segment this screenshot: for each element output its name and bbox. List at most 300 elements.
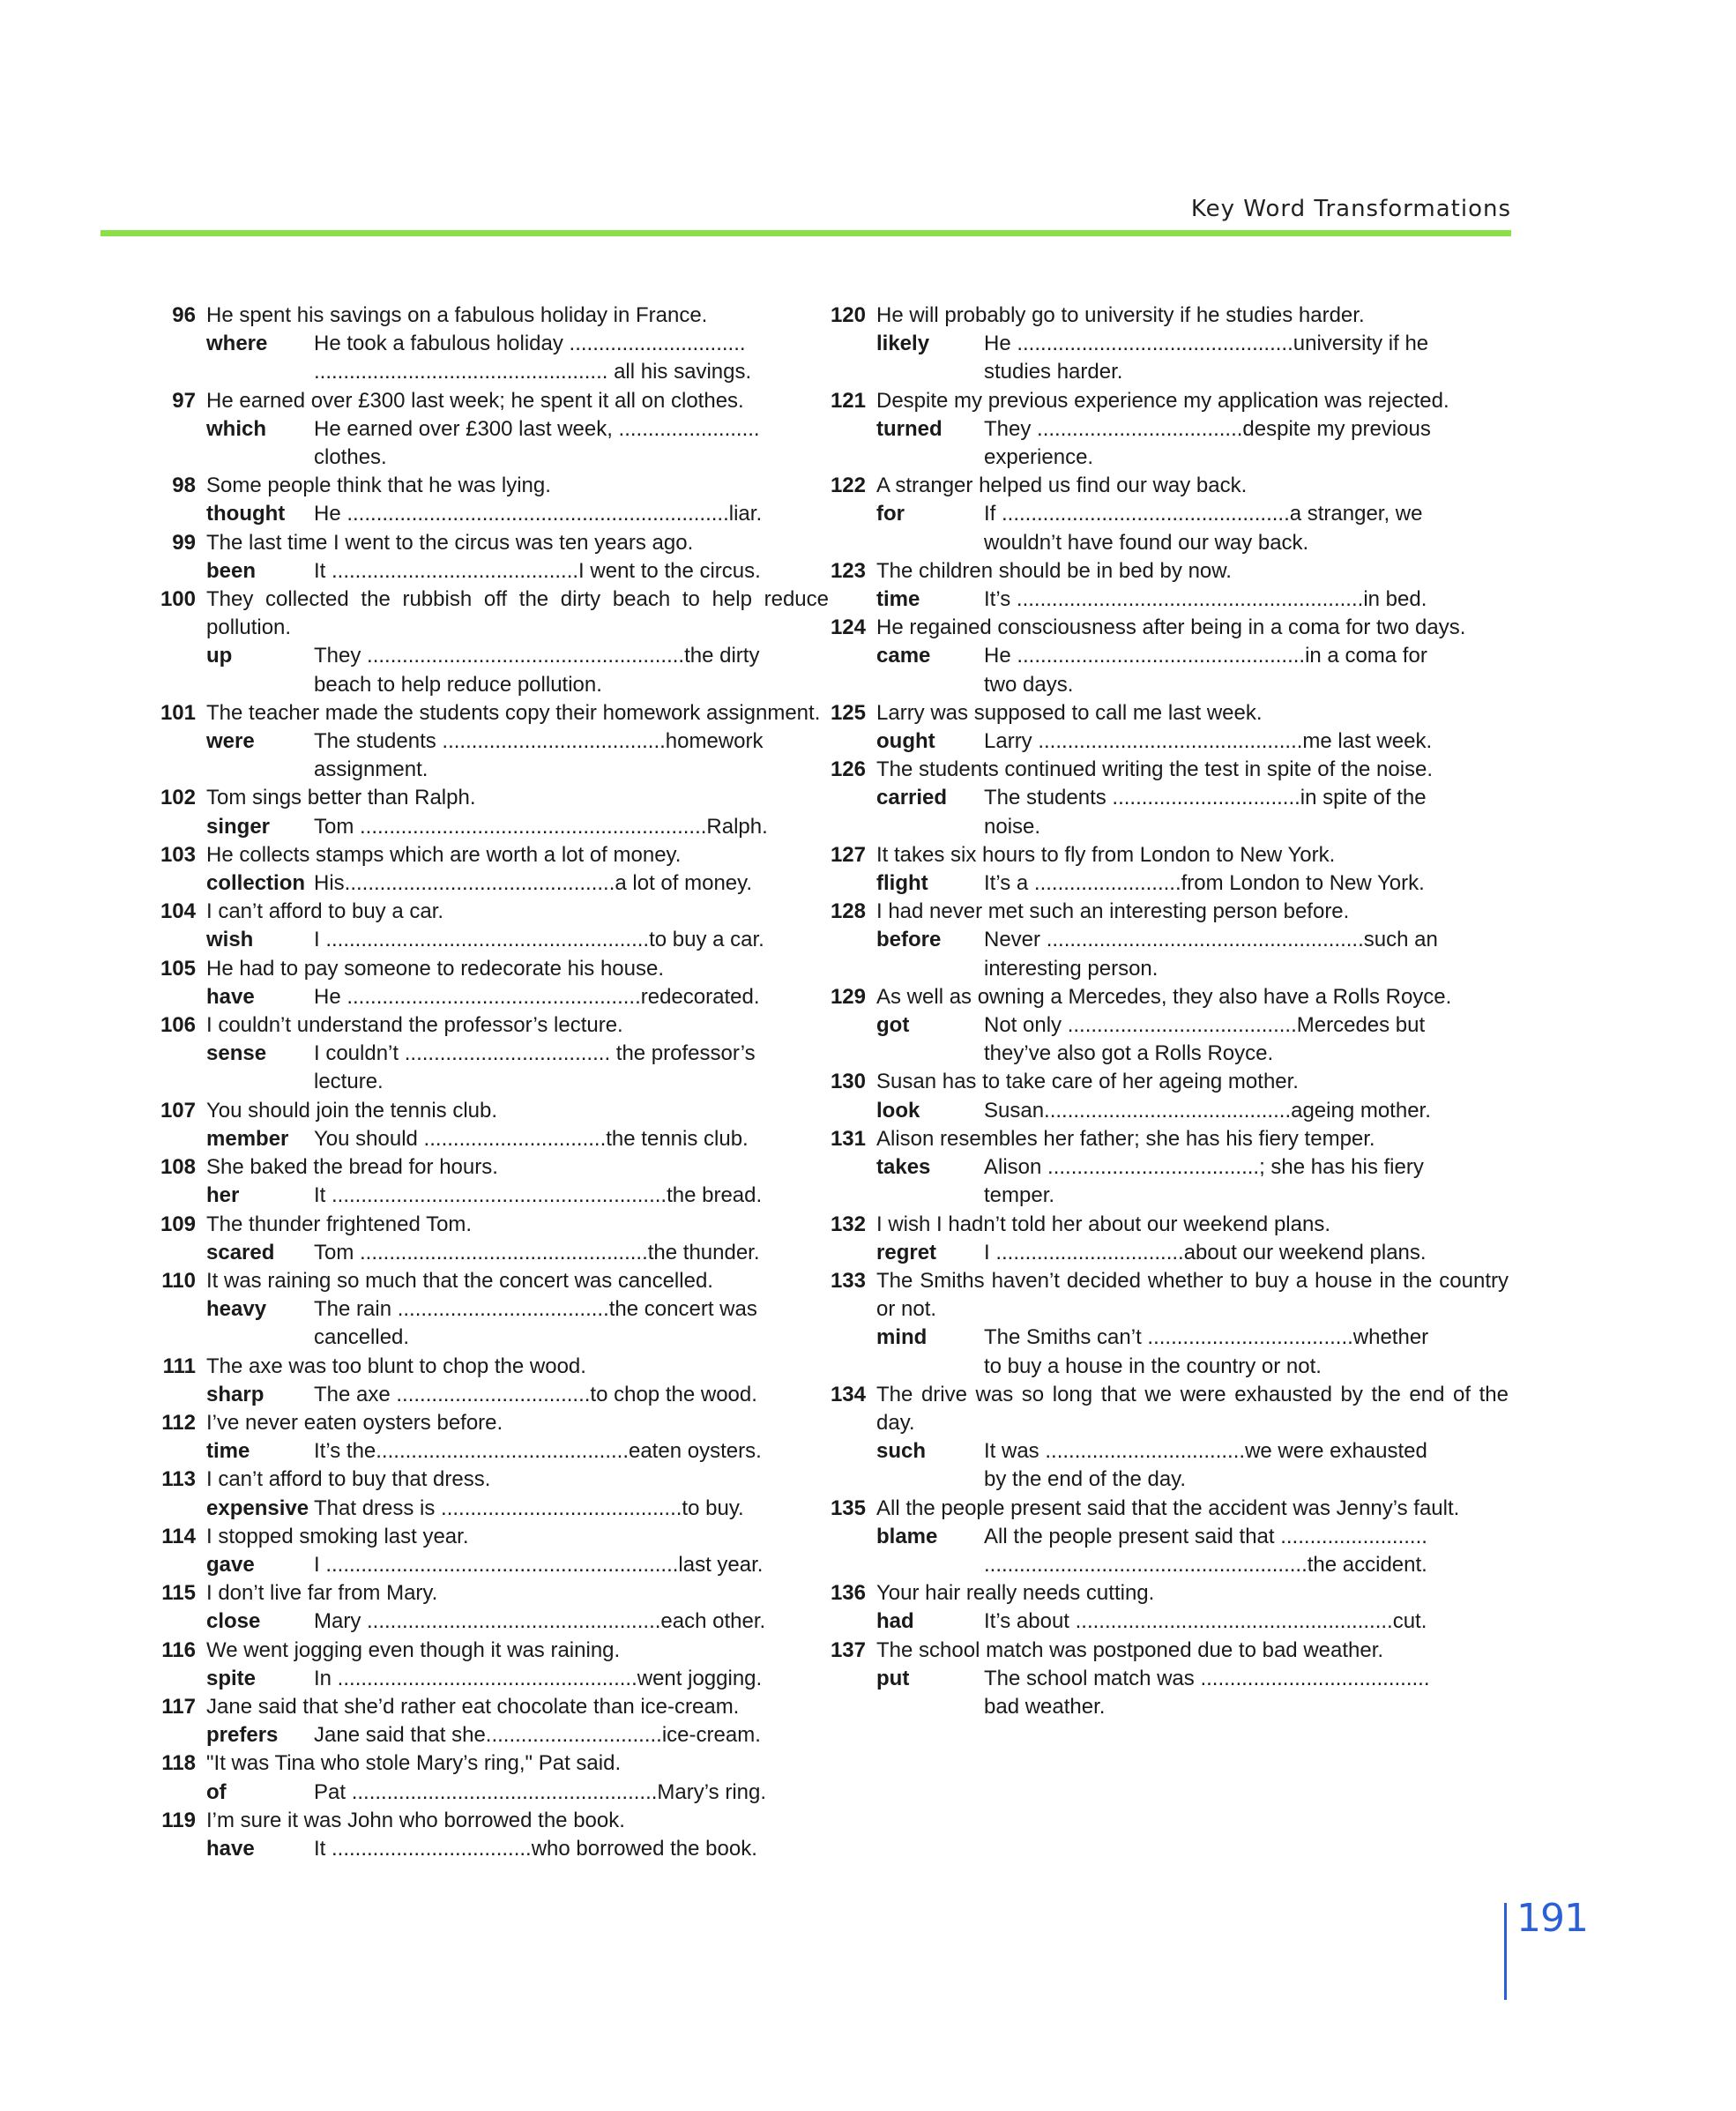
exercise-prompt — [159, 1637, 829, 1665]
key-word: of — [206, 1779, 227, 1804]
transformation-line: they’ve also got a Rolls Royce. — [984, 1041, 1274, 1066]
key-word: for — [876, 502, 905, 526]
original-sentence: She baked the bread for hours. — [206, 1155, 498, 1180]
transformation-text — [984, 500, 1509, 556]
transformation-line: Mary ..................................................each other. — [314, 1609, 766, 1634]
transformation-line: It’s a .........................from London to New York. — [984, 871, 1425, 896]
transformation-row — [159, 1495, 829, 1523]
exercise-prompt — [159, 1267, 829, 1295]
exercise-item — [829, 1068, 1509, 1124]
transformation-text — [314, 1295, 829, 1352]
transformation-line: .................................................. all his savings. — [314, 360, 752, 384]
exercise-prompt — [159, 1353, 829, 1381]
original-sentence: They collected the rubbish off the dirty beach to help reduce pollution. — [206, 587, 829, 640]
transformation-row — [829, 1523, 1509, 1579]
exercise-item — [829, 1579, 1509, 1636]
transformation-line: wouldn’t have found our way back. — [984, 530, 1309, 555]
original-sentence: He collects stamps which are worth a lot of money. — [206, 842, 682, 867]
key-word: look — [876, 1098, 920, 1123]
original-sentence: The school match was postponed due to bad weather. — [876, 1637, 1384, 1662]
transformation-line: He .................................................in a coma for — [984, 644, 1427, 668]
transformation-row — [159, 1721, 829, 1749]
exercise-number: 120 — [830, 303, 866, 327]
original-sentence: I’ve never eaten oysters before. — [206, 1410, 503, 1435]
exercise-prompt — [159, 1409, 829, 1437]
key-word: had — [876, 1609, 914, 1634]
exercise-number: 116 — [161, 1637, 196, 1662]
transformation-row — [829, 784, 1509, 840]
transformation-text — [314, 1551, 829, 1579]
original-sentence: The last time I went to the circus was ten years ago. — [206, 530, 694, 555]
exercise-prompt — [829, 302, 1509, 330]
transformation-row — [159, 983, 829, 1011]
transformation-text — [314, 1239, 829, 1267]
exercise-item — [829, 1381, 1509, 1495]
original-sentence: I couldn’t understand the professor’s lecture. — [206, 1013, 623, 1038]
original-sentence: He had to pay someone to redecorate his house. — [206, 956, 664, 981]
exercise-item — [159, 1579, 829, 1636]
transformation-row — [829, 1239, 1509, 1267]
exercise-prompt — [159, 529, 829, 557]
exercise-item — [159, 529, 829, 586]
exercise-prompt — [159, 898, 829, 926]
exercise-prompt — [159, 784, 829, 812]
exercise-prompt — [159, 1211, 829, 1239]
transformation-text — [314, 330, 829, 386]
transformation-line: It was ..................................we were exhausted — [984, 1439, 1427, 1464]
exercise-prompt — [159, 1693, 829, 1721]
exercise-number: 128 — [830, 899, 866, 924]
transformation-row — [159, 1437, 829, 1466]
exercise-number: 107 — [160, 1098, 196, 1123]
key-word: mind — [876, 1325, 928, 1350]
exercise-prompt — [159, 586, 829, 642]
exercise-item — [159, 1353, 829, 1409]
transformation-text — [314, 1040, 829, 1096]
original-sentence: Despite my previous experience my application was rejected. — [876, 388, 1449, 413]
exercise-item — [829, 983, 1509, 1069]
transformation-line: experience. — [984, 445, 1094, 470]
exercise-number: 134 — [830, 1382, 866, 1406]
exercise-number: 106 — [160, 1013, 196, 1038]
transformation-row — [829, 1665, 1509, 1721]
original-sentence: He regained consciousness after being in a coma for two days. — [876, 615, 1466, 640]
page-number-rule — [1504, 1903, 1507, 2000]
transformation-line: It’s the...........................................eaten oysters. — [314, 1439, 762, 1464]
key-word: up — [206, 644, 233, 668]
transformation-text — [984, 642, 1509, 698]
exercise-prompt — [829, 1579, 1509, 1607]
original-sentence: The children should be in bed by now. — [876, 558, 1232, 583]
page-number: 191 — [1516, 1896, 1588, 1941]
exercise-item — [829, 614, 1509, 699]
original-sentence: The thunder frightened Tom. — [206, 1212, 473, 1236]
original-sentence: He spent his savings on a fabulous holiday in France. — [206, 303, 708, 327]
exercise-prompt — [829, 1637, 1509, 1665]
exercise-item — [829, 841, 1509, 898]
exercise-number: 104 — [160, 899, 196, 924]
transformation-row — [829, 1437, 1509, 1494]
exercise-item — [159, 699, 829, 785]
transformation-line: You should ...............................the tennis club. — [314, 1126, 749, 1151]
transformation-line: They ......................................................the dirty — [314, 644, 760, 668]
exercise-number: 101 — [160, 700, 196, 725]
key-word: been — [206, 558, 257, 583]
transformation-row — [159, 415, 829, 472]
exercise-prompt — [829, 1211, 1509, 1239]
key-word: time — [876, 587, 920, 612]
exercise-number: 119 — [161, 1808, 196, 1832]
transformation-text — [314, 1381, 829, 1409]
transformation-line: assignment. — [314, 757, 428, 782]
transformation-text — [314, 1182, 829, 1210]
original-sentence: Some people think that he was lying. — [206, 474, 551, 498]
transformation-line: It ..........................................I went to the circus. — [314, 558, 761, 583]
transformation-text — [984, 330, 1509, 386]
key-word: thought — [206, 502, 286, 526]
transformation-row — [159, 1381, 829, 1409]
exercise-item — [829, 1267, 1509, 1381]
transformation-text — [314, 1437, 829, 1466]
key-word: likely — [876, 332, 930, 356]
exercise-prompt — [159, 841, 829, 869]
transformation-line: I ................................about our weekend plans. — [984, 1240, 1427, 1264]
transformation-text — [984, 1153, 1509, 1210]
transformation-line: His..............................................a lot of money. — [314, 871, 753, 896]
transformation-line: Alison ....................................; she has his fiery — [984, 1155, 1424, 1180]
exercise-item — [159, 387, 829, 473]
key-word: ought — [876, 729, 935, 754]
transformation-row — [159, 1665, 829, 1693]
exercise-number: 130 — [830, 1070, 866, 1094]
transformation-text — [984, 727, 1509, 756]
transformation-line: In ...................................................went jogging. — [314, 1666, 763, 1690]
transformation-row — [159, 727, 829, 784]
exercise-number: 129 — [830, 984, 866, 1009]
original-sentence: The teacher made the students copy their homework assignment. — [206, 700, 821, 725]
exercise-prompt — [159, 302, 829, 330]
transformation-line: It’s ...........................................................in bed. — [984, 587, 1427, 612]
transformation-line: noise. — [984, 814, 1041, 839]
original-sentence: All the people present said that the accident was Jenny’s fault. — [876, 1496, 1460, 1520]
exercise-number: 117 — [161, 1694, 196, 1719]
exercise-item — [829, 1495, 1509, 1580]
key-word: put — [876, 1666, 910, 1690]
key-word: time — [206, 1439, 250, 1464]
transformation-line: I couldn’t ................................... the professor’s — [314, 1041, 756, 1066]
exercise-number: 96 — [172, 303, 196, 327]
transformation-row — [829, 586, 1509, 614]
original-sentence: I can’t afford to buy that dress. — [206, 1467, 491, 1492]
transformation-line: The axe .................................to chop the wood. — [314, 1382, 757, 1406]
transformation-row — [159, 869, 829, 898]
exercise-item — [159, 1211, 829, 1267]
exercise-number: 105 — [160, 956, 196, 981]
transformation-text — [314, 1779, 829, 1807]
transformation-line: That dress is .........................................to buy. — [314, 1496, 744, 1520]
exercise-prompt — [159, 472, 829, 500]
running-header-title: Key Word Transformations — [1190, 196, 1511, 222]
exercise-item — [829, 1637, 1509, 1722]
key-word: turned — [876, 416, 943, 441]
original-sentence: I stopped smoking last year. — [206, 1524, 469, 1548]
original-sentence: It was raining so much that the concert was cancelled. — [206, 1268, 713, 1293]
original-sentence: I can’t afford to buy a car. — [206, 899, 444, 924]
transformation-row — [159, 1779, 829, 1807]
original-sentence: Larry was supposed to call me last week. — [876, 700, 1263, 725]
transformation-line: lecture. — [314, 1070, 384, 1094]
exercise-prompt — [159, 1523, 829, 1551]
key-word: wish — [206, 928, 254, 952]
exercise-item — [159, 1267, 829, 1353]
transformation-text — [314, 983, 829, 1011]
transformation-text — [314, 1495, 829, 1523]
exercise-item — [159, 1409, 829, 1466]
exercise-item — [159, 1807, 829, 1863]
transformation-row — [159, 642, 829, 698]
exercise-prompt — [159, 1466, 829, 1494]
key-word: carried — [876, 786, 948, 810]
exercise-item — [159, 1466, 829, 1522]
key-word: spite — [206, 1666, 257, 1690]
exercise-prompt — [829, 472, 1509, 500]
transformation-text — [984, 1437, 1509, 1494]
key-word: regret — [876, 1240, 937, 1264]
left-column — [159, 302, 829, 1863]
transformation-row — [829, 1324, 1509, 1380]
exercise-number: 98 — [172, 474, 196, 498]
exercise-number: 112 — [161, 1410, 196, 1435]
key-word: have — [206, 1836, 255, 1861]
exercise-number: 103 — [160, 842, 196, 867]
exercise-item — [159, 898, 829, 954]
header-rule — [101, 230, 1511, 236]
key-word: takes — [876, 1155, 931, 1180]
exercise-number: 135 — [830, 1496, 866, 1520]
exercise-item — [159, 784, 829, 840]
transformation-line: .......................................................the accident. — [984, 1552, 1427, 1577]
key-word: sense — [206, 1041, 267, 1066]
original-sentence: I wish I hadn’t told her about our weekend plans. — [876, 1212, 1330, 1236]
exercise-number: 99 — [172, 530, 196, 555]
transformation-line: Jane said that she..............................ice-cream. — [314, 1723, 761, 1748]
transformation-text — [984, 1607, 1509, 1636]
exercise-item — [159, 1637, 829, 1693]
exercise-item — [829, 1211, 1509, 1267]
exercise-item — [159, 472, 829, 528]
transformation-text — [314, 500, 829, 528]
key-word: have — [206, 984, 255, 1009]
exercise-number: 127 — [830, 842, 866, 867]
transformation-text — [314, 1125, 829, 1153]
key-word: where — [206, 332, 268, 356]
key-word: scared — [206, 1240, 275, 1264]
transformation-line: It’s about ......................................................cut. — [984, 1609, 1427, 1634]
exercise-number: 125 — [830, 700, 866, 725]
exercise-prompt — [159, 387, 829, 415]
key-word: heavy — [206, 1297, 267, 1322]
exercise-prompt — [829, 841, 1509, 869]
transformation-row — [159, 1125, 829, 1153]
transformation-row — [159, 1040, 829, 1096]
original-sentence: Susan has to take care of her ageing mother. — [876, 1070, 1299, 1094]
exercise-prompt — [159, 1579, 829, 1607]
transformation-line: beach to help reduce pollution. — [314, 672, 602, 697]
exercise-number: 126 — [830, 757, 866, 782]
original-sentence: "It was Tina who stole Mary’s ring," Pat said. — [206, 1751, 622, 1776]
transformation-line: I .......................................................to buy a car. — [314, 928, 764, 952]
transformation-line: to buy a house in the country or not. — [984, 1354, 1322, 1378]
transformation-text — [984, 1523, 1509, 1579]
exercise-prompt — [159, 1807, 829, 1835]
transformation-line: Tom .................................................the thunder. — [314, 1240, 760, 1264]
exercise-prompt — [829, 614, 1509, 642]
original-sentence: A stranger helped us find our way back. — [876, 474, 1248, 498]
exercise-item — [829, 387, 1509, 473]
transformation-line: The students ......................................homework — [314, 729, 764, 754]
exercise-prompt — [829, 1125, 1509, 1153]
transformation-row — [829, 926, 1509, 982]
transformation-row — [159, 1239, 829, 1267]
exercise-number: 102 — [160, 786, 196, 810]
exercise-number: 123 — [830, 558, 866, 583]
exercise-prompt — [829, 983, 1509, 1011]
transformation-text — [984, 1011, 1509, 1068]
transformation-line: The Smiths can’t ...................................whether — [984, 1325, 1429, 1350]
right-column — [829, 302, 1509, 1721]
transformation-text — [984, 1239, 1509, 1267]
exercise-item — [159, 1011, 829, 1097]
key-word: flight — [876, 871, 928, 896]
transformation-line: He .................................................................liar. — [314, 502, 763, 526]
exercise-item — [159, 1153, 829, 1210]
transformation-line: It .........................................................the bread. — [314, 1183, 763, 1208]
transformation-line: Tom ...........................................................Ralph. — [314, 814, 768, 839]
transformation-text — [314, 1835, 829, 1863]
transformation-text — [984, 1097, 1509, 1125]
key-word: her — [206, 1183, 240, 1208]
exercise-number: 100 — [160, 587, 196, 612]
exercise-item — [829, 1125, 1509, 1211]
transformation-row — [829, 642, 1509, 698]
transformation-row — [159, 813, 829, 841]
exercise-item — [159, 841, 829, 898]
exercise-item — [829, 898, 1509, 983]
transformation-row — [829, 869, 1509, 898]
exercise-number: 111 — [162, 1354, 196, 1378]
transformation-row — [829, 1097, 1509, 1125]
transformation-line: The rain ....................................the concert was — [314, 1297, 757, 1322]
transformation-line: cancelled. — [314, 1325, 410, 1350]
transformation-row — [159, 330, 829, 386]
exercise-item — [829, 557, 1509, 614]
exercise-item — [829, 302, 1509, 387]
exercise-prompt — [829, 1381, 1509, 1437]
transformation-row — [829, 727, 1509, 756]
transformation-line: He ...............................................university if he — [984, 332, 1429, 356]
transformation-row — [159, 1607, 829, 1636]
transformation-row — [159, 1182, 829, 1210]
transformation-line: He took a fabulous holiday .............................. — [314, 332, 746, 356]
exercise-number: 114 — [161, 1524, 196, 1548]
exercise-item — [159, 1097, 829, 1153]
key-word: singer — [206, 814, 271, 839]
transformation-line: He ..................................................redecorated. — [314, 984, 760, 1009]
exercise-number: 115 — [161, 1581, 196, 1606]
transformation-line: by the end of the day. — [984, 1467, 1187, 1492]
transformation-text — [984, 415, 1509, 472]
exercise-number: 132 — [830, 1212, 866, 1236]
transformation-line: It ..................................who borrowed the book. — [314, 1836, 757, 1861]
transformation-text — [984, 1665, 1509, 1721]
original-sentence: He earned over £300 last week; he spent it all on clothes. — [206, 388, 744, 413]
original-sentence: You should join the tennis club. — [206, 1098, 498, 1123]
transformation-line: Not only .......................................Mercedes but — [984, 1013, 1426, 1038]
exercise-prompt — [159, 1749, 829, 1778]
exercise-number: 121 — [830, 388, 866, 413]
transformation-row — [159, 926, 829, 954]
transformation-text — [984, 586, 1509, 614]
transformation-text — [314, 1607, 829, 1636]
exercise-item — [159, 302, 829, 387]
key-word: prefers — [206, 1723, 279, 1748]
key-word: expensive — [206, 1496, 309, 1520]
exercise-number: 118 — [161, 1751, 196, 1776]
transformation-text — [314, 557, 829, 586]
original-sentence: As well as owning a Mercedes, they also have a Rolls Royce. — [876, 984, 1452, 1009]
transformation-row — [159, 1295, 829, 1352]
transformation-row — [159, 557, 829, 586]
exercise-item — [829, 472, 1509, 557]
key-word: got — [876, 1013, 910, 1038]
original-sentence: I don’t live far from Mary. — [206, 1581, 438, 1606]
exercise-prompt — [159, 955, 829, 983]
exercise-prompt — [829, 898, 1509, 926]
transformation-line: If .................................................a stranger, we — [984, 502, 1423, 526]
transformation-text — [314, 869, 829, 898]
exercise-item — [159, 955, 829, 1011]
original-sentence: The Smiths haven’t decided whether to buy a house in the country or not. — [876, 1268, 1509, 1322]
transformation-text — [984, 784, 1509, 840]
transformation-line: Larry .............................................me last week. — [984, 729, 1433, 754]
exercise-prompt — [159, 1011, 829, 1040]
key-word: such — [876, 1439, 927, 1464]
transformation-row — [829, 1607, 1509, 1636]
key-word: gave — [206, 1552, 255, 1577]
transformation-line: studies harder. — [984, 360, 1123, 384]
transformation-line: All the people present said that ......................... — [984, 1524, 1427, 1548]
key-word: came — [876, 644, 931, 668]
original-sentence: Jane said that she’d rather eat chocolate than ice-cream. — [206, 1694, 740, 1719]
key-word: collection — [206, 871, 306, 896]
exercise-prompt — [159, 699, 829, 727]
exercise-prompt — [159, 1097, 829, 1125]
exercise-number: 137 — [830, 1637, 866, 1662]
original-sentence: The axe was too blunt to chop the wood. — [206, 1354, 586, 1378]
transformation-text — [314, 1721, 829, 1749]
exercise-item — [159, 1523, 829, 1579]
exercise-prompt — [829, 557, 1509, 586]
transformation-line: bad weather. — [984, 1694, 1106, 1719]
key-word: before — [876, 928, 942, 952]
transformation-text — [314, 813, 829, 841]
transformation-text — [984, 1324, 1509, 1380]
original-sentence: Your hair really needs cutting. — [876, 1581, 1155, 1606]
exercise-number: 131 — [830, 1126, 866, 1151]
transformation-row — [829, 1011, 1509, 1068]
exercise-number: 110 — [161, 1268, 196, 1293]
transformation-text — [314, 1665, 829, 1693]
